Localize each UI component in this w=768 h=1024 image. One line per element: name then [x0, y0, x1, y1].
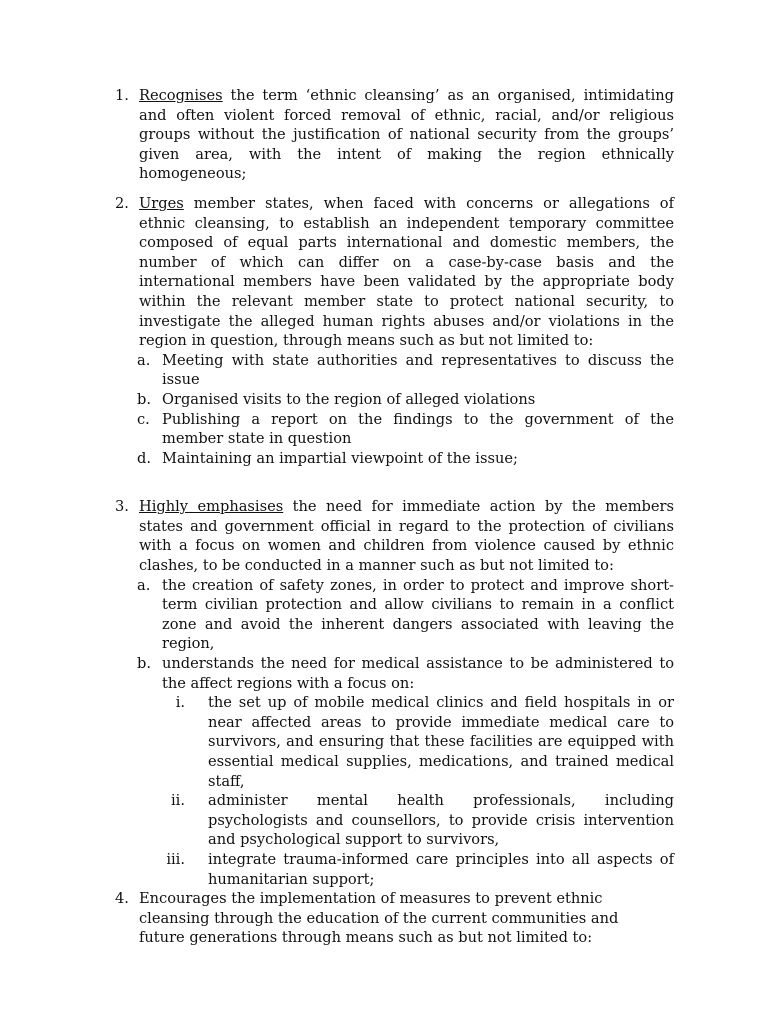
clause-3 — [115, 497, 674, 575]
sub-sub-clause-3b-i — [115, 693, 674, 791]
clause-number: 1. — [115, 87, 129, 104]
sub-clause-2c — [115, 410, 674, 449]
sub-clause-text: Meeting with state authorities and representatives to discuss the issue — [162, 351, 674, 389]
sub-clause-label: d. — [137, 449, 151, 467]
clause-body — [139, 194, 674, 351]
sub-clause-text: understands the need for medical assistance to be administered to the affect regions with a focus on: — [162, 655, 674, 692]
sub-clause-2a — [115, 351, 674, 390]
sub-sub-clause-text: the set up of mobile medical clinics and field hospitals in or near affected areas to provide immediate medical care to survivors, and ensuring that these facilities are equipped with essential medical supplies, medications, and trained medical staff, — [208, 694, 674, 790]
clause-number: 2. — [115, 194, 129, 212]
clause-4 — [115, 889, 674, 948]
sub-sub-clause-3b-ii — [115, 791, 674, 850]
sub-clause-3b — [115, 654, 674, 693]
sub-clause-2b — [115, 390, 674, 410]
sub-clause-label: b. — [137, 390, 151, 408]
sub-clause-label: a. — [137, 351, 151, 369]
clause-number: 4. — [115, 890, 129, 908]
sub-clause-label: a. — [137, 576, 151, 594]
sub-sub-clause-3b-iii — [115, 850, 674, 889]
clause-1 — [115, 86, 674, 184]
clause-2 — [115, 194, 674, 351]
sub-sub-clause-text: administer mental health professionals, including psychologists and counsellors, to provide crisis intervention and psychological support to survivors, — [208, 792, 674, 849]
clause-number: 3. — [115, 498, 129, 516]
clause-text: the term ‘ethnic cleansing’ as an organised, intimidating and often violent forced removal of ethnic, racial, and/or religious groups without the justification of national security from the groups’ given area, with the intent of making the region ethnically homogeneous; — [139, 87, 674, 183]
sub-clause-label: b. — [137, 655, 151, 673]
sub-sub-clause-label: i. — [175, 694, 185, 712]
sub-clause-text: Organised visits to the region of alleged violations — [162, 390, 536, 408]
sub-clause-2d — [115, 449, 674, 469]
sub-clause-text: Publishing a report on the findings to the government of the member state in question — [162, 410, 674, 448]
clause-text: Encourages the implementation of measures to prevent ethnic cleansing through the education of the current communities and future generations through means such as but not limited to: — [139, 890, 619, 947]
clause-text: the need for immediate action by the members states and government official in regard to the protection of civilians with a focus on women and children from violence caused by ethnic clashes, to be conducted in a manner such as but not limited to: — [139, 498, 675, 575]
sub-clause-label: c. — [137, 410, 150, 428]
sub-sub-clause-label: iii. — [166, 850, 185, 868]
clause-keyword: Recognises — [139, 87, 223, 104]
clause-body — [139, 497, 674, 575]
sub-sub-clause-text: integrate trauma-informed care principles into all aspects of humanitarian support; — [208, 850, 674, 888]
clause-keyword: Highly emphasises — [139, 498, 284, 516]
sub-clause-text: Maintaining an impartial viewpoint of the issue; — [162, 449, 518, 467]
clause-keyword: Urges — [139, 194, 184, 212]
clause-text: member states, when faced with concerns or allegations of ethnic cleansing, to establish an independent temporary committee composed of equal parts international and domestic members, the number of which can differ on a case-by-case basis and the international members have been validated by the appropriate body within the relevant member state to protect national security, to investigate the alleged human rights abuses and/or violations in the region in question, through means such as but not limited to: — [139, 194, 674, 350]
sub-clause-text: the creation of safety zones, in order to protect and improve short-term civilian protection and allow civilians to remain in a conflict zone and avoid the inherent dangers associated with leaving the region, — [162, 576, 674, 653]
sub-sub-clause-label: ii. — [171, 792, 185, 810]
clause-body — [139, 86, 674, 184]
sub-clause-3a — [115, 576, 674, 654]
